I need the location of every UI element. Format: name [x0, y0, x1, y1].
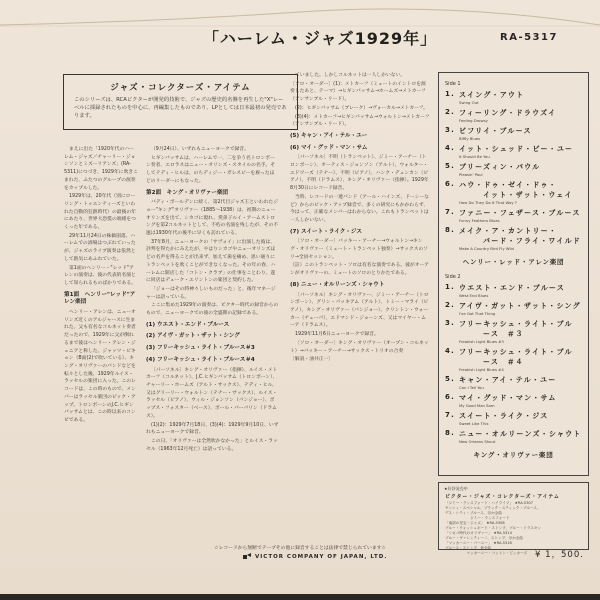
track-reference: (6) マイ・グッド・マン・サム: [290, 144, 368, 151]
track-title-en: Feeling Drowsy: [459, 118, 488, 123]
track-reference: (4) フリーキッシュ・ライト・ブルース＃4: [146, 356, 255, 363]
track-title-jp: [445, 283, 588, 293]
track-title-jp: [445, 126, 588, 136]
track-title-en: Funny Feathers Blues: [459, 218, 500, 223]
paragraph: ここに集めた1929年の演奏は、ビクター時代の録音からのもので、ニューヨークでの彼の全盛期の記録である。: [146, 303, 279, 317]
track-title-en: West End Blues: [459, 293, 489, 298]
other-releases-heading: ★好評発売中: [444, 486, 468, 491]
track-number: 4.: [445, 347, 455, 355]
track-title-en: Swing Out: [459, 100, 479, 105]
paragraph: 第1面のヘンリー・"レッド"アレンの演奏は、彼の代表的名演として知られるものばかりである。: [64, 265, 136, 286]
series-intro-text: このシリーズは、RCAビクターが開発的技術で、ジャズの歴史的名盤を再生した"X"レーベルに採録されたものを中心に、再編集したものであり、LPとしては日本最初の発売であります。: [74, 97, 287, 119]
track-title-jp: [445, 347, 588, 357]
release-line: ブルース・ストンプ、他全曲: [445, 546, 492, 550]
release-line: ジミー・ランスフォード: [445, 516, 510, 520]
catalog-number: RA-5317: [500, 32, 558, 43]
track-number: 1.: [445, 90, 455, 98]
track-title-text: マイ・グッド・マン・サム: [459, 394, 557, 402]
track-title-en: Freakish Light Blues #3: [459, 339, 504, 344]
track-item: [445, 429, 588, 444]
track-title-en: Can I Tell You: [459, 385, 484, 390]
track-reference: (8) ニュー・オルリーンズ・シャウト: [290, 281, 385, 288]
paragraph: 〔パーソネル〕キング・オリヴァー、ジミー・アーチー（トロンボーン）、グリン・バッキアム（アルト）、トミー・マライ（ピアノ）、キング・オリヴァー（バンジョー）、クリントン・ウォーカー（チューバ）、エドマンド・ジョーンズ、又はマイヤー・ムーア（ドラムス）。: [290, 292, 429, 329]
track-item: [445, 162, 588, 177]
track-number: 5.: [445, 375, 455, 383]
track-item: [445, 180, 588, 205]
paragraph: (2)：ヒギンバッサム（ブレーク）→ヴォーカル→メトカーフ。: [295, 105, 428, 111]
track-title-en: Make A Country Bird Fly Wild: [459, 246, 514, 251]
liner-notes-column-2: [146, 146, 279, 454]
paragraph: (3)(4)：メトカーフ→ヒギンバッサム→ウォルトン→メトカーフ（アンサンブル・リード）。: [290, 114, 430, 128]
release-line: デス・シティ・ブルース、ほか全曲: [445, 511, 502, 515]
track-item: [445, 126, 588, 141]
track-number: 6.: [445, 393, 455, 401]
track-title-jp: [445, 162, 588, 172]
company-name: VICTOR COMPANY OF JAPAN, LTD.: [255, 553, 388, 560]
section-heading: 第1面 ヘンリー"レッド"アレン楽団: [64, 291, 136, 306]
track-title-jp: [445, 393, 588, 403]
track-title-en: How Do They Do It That Way ?: [459, 200, 517, 205]
track-title-jp: [445, 208, 588, 218]
side-2-tracks: [439, 283, 588, 444]
track-title-text: フィーリング・ドラウズイ: [459, 109, 557, 117]
track-reference: (1) ウエスト・エンド・ブルース: [146, 321, 230, 328]
release-line: ブルー・ウォッシュボード・ストンプ、ブルー・ドラスキン: [445, 526, 542, 530]
track-title-jp: [445, 180, 588, 190]
nipper-dog-logo-icon: [243, 553, 252, 560]
track-item: [445, 108, 588, 123]
track-title-text: フリーキッシュ・ライト・ブル: [459, 348, 573, 356]
copyright-notice: ☆レコードから無断でテープその他に録音することは法律で禁じられています☆: [214, 546, 386, 551]
track-number: 7.: [445, 411, 455, 419]
track-number: 3.: [445, 126, 455, 134]
track-number: 3.: [445, 319, 455, 327]
track-title-jp-cont: ース ＃４: [483, 358, 524, 366]
track-number: 4.: [445, 144, 455, 152]
track-item: [445, 375, 588, 390]
paragraph: 37年8月、ニューヨークの「サヴォイ」に出演した彼は、評判を得たかにみえたが、やはりシカゴやニューオリンズほどの名声を得ることが出来ず、加えて歯を痛め、思い通りにトランペットを吹くことができなくなった。その年の春、ハーレムに開店した「コトン・クラブ」の仕事をことわり、遂に同店はデューク・エリントンの楽団と契約した。: [146, 239, 276, 284]
release-line: ブルー・ヴァレンティーノ、ストンプ、ほか全曲: [445, 536, 523, 540]
track-title-text: アイヴ・ガット・ザット・シング: [459, 302, 581, 310]
track-title-text: メイク・ア・カントリー・: [459, 227, 558, 235]
paragraph: （9月24日）、いずれもニューヨークで録音。: [151, 147, 249, 152]
track-title-en: I've Got That Thing: [459, 311, 496, 316]
track-title-text: スイング・アウト: [459, 91, 525, 99]
track-title-jp: [445, 429, 588, 439]
track-title-jp: [445, 108, 588, 118]
paragraph: 〔解説・油井正一〕: [290, 357, 334, 363]
track-item: [445, 319, 588, 344]
track-title-text: スイート・ライク・ジス: [459, 412, 549, 420]
track-title-en: New Orleans Shout: [459, 439, 496, 444]
release-line: ヤンシィ・スペシャル、ブラック・スティック・ブルース、: [445, 506, 541, 510]
track-item: [445, 144, 588, 159]
side-1-tracks: [439, 90, 588, 251]
track-title-en: Freakish Light Blues #4: [459, 367, 504, 372]
release-line: 「シカゴ時代のオリヴァー」 ★RA-5314: [445, 531, 512, 535]
track-title-text: キャン・アイ・テル・ユー: [459, 376, 557, 384]
track-number: 6.: [445, 180, 455, 188]
track-reference: (5) キャン・アイ・テル・ユー: [290, 132, 368, 139]
paragraph: バディ・ボールデンに続く、第2代目ジャズ王といわれたジョー"キング"オリヴァー（1885〜1938）は、初期のニューオリンズを出て、シカゴに現れ、愛弟子ルイ・アームストロングを第2コルネットとして、不朽の名演を残したが、その不運は1930年代の後半に早くも訪れている。: [146, 200, 279, 237]
track-title-en: Sweet Like This: [459, 421, 489, 426]
series-intro-heading: ジャズ・コレクターズ・アイテム: [110, 83, 251, 93]
paragraph: 〔パーソネル〕不明（トランペット）、ジミー・アーチー（トロンボーン）、オーティス・ジョンソン（アルト）、ウォルター・エドワーズ（テナー）、不明（ピアノ）、ハンク・デュンカン（ピアノ）、不明（ドラムス）、キング・オリヴァー（指揮）。1929年8月30日にレコード録音。: [290, 155, 429, 192]
track-item: [445, 301, 588, 316]
track-title-en: It Should Be You: [459, 154, 490, 159]
section-heading: 第2面 キング・オリヴァー楽団: [146, 189, 228, 196]
track-title-jp: [445, 144, 588, 154]
other-releases-series-title: ビクター・ジャズ・コレクターズ・アイテム: [445, 494, 560, 500]
paragraph: 〔ソロ・オーダー〕キング・オリヴァー（オープン・コルネット）→バッキー・アーチー→サックス・トリオの合奏: [290, 340, 429, 354]
track-title-text: ファニー・フェザース・ブルース: [459, 209, 581, 217]
track-reference: (3) フリーキッシュ・ライト・ブルース＃3: [146, 345, 255, 352]
track-title-jp-cont: バード・フライ・ワイルド: [483, 237, 581, 245]
paragraph: 〔ソロ・オーダー〕バッキー・アーチー→ウォルトン→キング・オリヴァー（ミュート・トランペット独奏）→サックスのソリ→全員セッション。: [290, 239, 428, 260]
release-line: マッカーニー・コットン・ピッカーズ: [445, 551, 528, 555]
track-title-en: Biffly Blues: [459, 136, 481, 141]
track-title-en: Pleasin' Paul: [459, 172, 483, 177]
liner-notes-column-1: [64, 146, 138, 426]
track-reference: (7) スイート・ライク・ジス: [290, 228, 362, 235]
track-number: 8.: [445, 226, 455, 234]
side-2-band: キング・オリヴァー楽団: [473, 451, 554, 459]
paragraph: この日、「オリヴァーは全然吹かなかった」とルイス・ラッセル（1963年12月死亡）は語っている。: [146, 438, 278, 452]
paragraph: まえに出た「1920年代のハーレム・ジャズ／チャーリー・ジョンソンとミズーリアンズ」(RA-5311)につづき、1929年に吹きこまれた、ふたつのグループの演奏をカップルした。: [64, 147, 138, 191]
paragraph: ていました。しかしコルネットは一人しかいない。: [295, 73, 406, 78]
track-title-text: ハウ・ドゥ・ゼイ・ドゥ・: [459, 181, 557, 189]
track-title-jp: [445, 90, 588, 100]
track-item: [445, 347, 588, 372]
release-line: 「ジミー・ランスフォード・ハイライツ」 ★RA-5307: [445, 501, 534, 505]
track-item: [445, 208, 588, 223]
track-title-text: ウエスト・エンド・ブルース: [459, 284, 565, 292]
track-title-text: ブリーズィン・パウル: [459, 163, 541, 171]
release-line: 「マッカーニー・バーニー」 ★RA-5316: [445, 541, 512, 545]
paragraph: 1929年は、20年代（別にローリング・トゥエンティーズといわれた自動的狂熱時代）の最後の年にあたり、世界大恐慌の端緒をつくった年である。: [64, 194, 136, 231]
tracklist-box: [438, 72, 589, 476]
track-number: 2.: [445, 301, 455, 309]
track-title-text: ニュー・オルリーンズ・シャウト: [459, 430, 582, 438]
liner-notes-column-3: [290, 72, 430, 365]
track-item: [445, 283, 588, 298]
paragraph: 当時、レコードの一連バンド（アール・ハインズ、ドーシーなど）からのピック・アップ録音で、多くの研究にもかかわらず、今はって、正確なメンバーはわからない。これもトランペットは一人しかいない。: [290, 194, 429, 223]
track-title-text: ビフリイ・ブルース: [459, 127, 532, 135]
track-title-jp: [445, 411, 588, 421]
album-title: 「ハーレム・ジャズ1929年」: [202, 29, 438, 48]
company-credit: [243, 553, 387, 560]
paragraph: 29年11月24日の株価崩落、ハーレムでの酒場はつぶれていったが、ジャズのライブ演奏は依然として熱気にあふれていた。: [64, 233, 136, 262]
paragraph: 「ジョーはその時神々しいものだった」と、後年マネージャーは語っている。: [146, 286, 276, 300]
track-item: [445, 226, 588, 251]
release-line: 「南部の至宝・ジャズ」 ★RA-5308: [445, 521, 505, 525]
track-title-jp: [445, 319, 588, 329]
track-number: 1.: [445, 283, 455, 291]
side-2-label: Side 2: [445, 274, 461, 280]
track-number: 7.: [445, 208, 455, 216]
paragraph: 1929年11月6日ニューヨークで録音。: [295, 332, 379, 338]
paragraph: ヘンリー・アレンは、ニューオリンズ近くのアルジャースに生まれた。父も有名なコルネット奏者だったので、1929年に父が倒れるまで彼はヘンリー・アレン・ジュニアと称した。ジャッツ・ピキョン（B面(2)で吹いている）、キング・オリヴァーのバンドなどを転々とした後、1929年ルイス・ラッセルの楽団に入った。このレコードは、この時のもので、メンバーはラッセル楽団のピック・アップ。トロンボーンのJ.C.ヒギンバッサムとは、この時以来のコンビである。: [64, 310, 136, 423]
track-number: 8.: [445, 429, 455, 437]
track-item: [445, 393, 588, 408]
paragraph: 〔ソロ・オーダー〕(1)：メトカーフ（ミュートのイントロを演奏したあと、テーマ）→ヒギンバッサム→ホームズ→メトカーフ（アンサンブル・リード）。: [290, 81, 426, 103]
series-intro-box: [63, 74, 298, 130]
track-title-en: My Good Man Sam: [459, 403, 495, 408]
track-title-jp: [445, 226, 588, 236]
track-number: 2.: [445, 108, 455, 116]
paragraph: ヒギンバッサムは、ハーレムで一、二を争う名トロンボーン奏者、エロラスはニュー・オリンズ・スタイルの名手。そしてテディ・ヒルは、のちディジー・ガレスピーを雇ったほどのリーダーにもなった。: [146, 155, 276, 184]
track-number: 5.: [445, 162, 455, 170]
side-1-band: ヘンリー・レッド・アレン楽団: [462, 258, 565, 266]
track-title-jp: [445, 301, 588, 311]
track-title-jp-cont: ース ＃３: [483, 330, 524, 338]
paragraph: 〔パーソネル〕キング・オリヴァー（指揮）、ルイス・メトカーフ（コルネット）、J.C.ヒギンバッサム（トロンボーン）、チャーリー・ホームズ（アルト・サックス）、テディ・ヒル、又はグリーリー・ウォルトン（テナー・サックス）、ルイス・ラッセル（ピアノ）、ウィル・ジョンソン（バンジョー）、ポップス・フォスター（ベース）、ポール・バーバリン（ドラムス）。: [146, 367, 278, 419]
track-title-jp-cont: イット・ザット・ウェイ: [483, 191, 573, 199]
track-item: [445, 90, 588, 105]
track-title-jp: [445, 375, 588, 385]
track-title-text: フリーキッシュ・ライト・ブル: [459, 320, 573, 328]
track-title-text: イット・シュッド・ビー・ユー: [459, 145, 574, 153]
background-edge: [0, 594, 600, 600]
track-reference: (2) アイヴ・ガット・ザット・シング: [146, 333, 240, 340]
track-item: [445, 411, 588, 426]
side-1-label: Side 1: [445, 81, 461, 87]
price: ¥ 1，500.: [535, 550, 584, 560]
paragraph: (1)(2)：1929年7月18日、(3)(4)：1929年9月10日、いずれもニューヨークで録音。: [146, 422, 279, 436]
paragraph: （註）このトランペット・ソロは有名な演奏である。彼がオーアンがオリヴァーの、ミュートのソロのとりかたである。: [290, 263, 429, 277]
